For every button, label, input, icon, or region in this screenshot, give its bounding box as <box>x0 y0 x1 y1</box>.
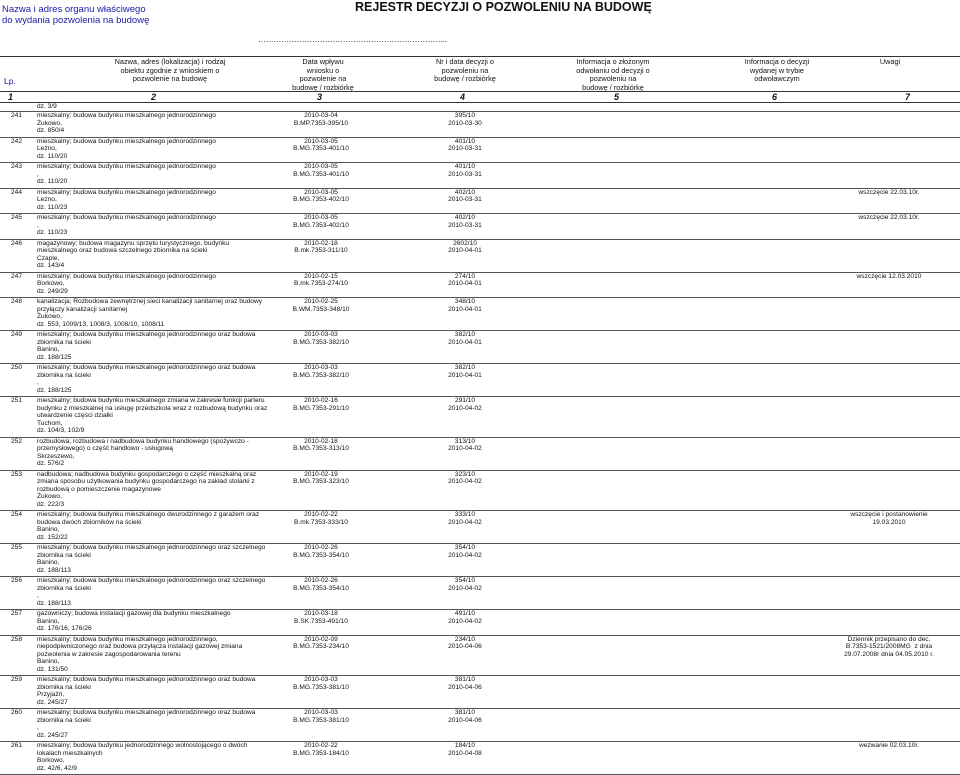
row-number: 247 <box>11 272 23 280</box>
object-description: Żukowo, <box>37 119 62 127</box>
object-description: gazowniczy; budowa instalacji gazowej dla budynku mieszkalnego <box>37 610 231 617</box>
object-description: przyłączy kanalizacji sanitarnej <box>37 305 128 313</box>
colnum-6: 6 <box>772 92 778 102</box>
column-header-name <box>95 58 245 84</box>
row-number: 246 <box>11 239 23 247</box>
page-title: REJESTR DECYZJI O POZWOLENIU NA BUDOWĘ <box>355 0 652 14</box>
decision-number: 2010-04-02 <box>448 518 482 526</box>
object-description: zbiornika na ścieki <box>37 683 91 691</box>
application-date: B.WM.7353-348/10 <box>292 305 350 313</box>
remarks: 29.07.2008r dnia 04.05.2010 r. <box>844 650 934 658</box>
application-date: 2010-03-05 <box>304 163 338 170</box>
object-description: Banino, <box>37 658 60 665</box>
row-number: 256 <box>11 577 23 584</box>
object-description: Banino, <box>37 617 60 625</box>
header-line: pozwolenie na <box>299 74 347 84</box>
application-date: B.mk.7353-311/10 <box>294 247 348 254</box>
object-description: dz. 249/29 <box>37 287 68 295</box>
object-description: dz. 110/23 <box>37 203 68 211</box>
row-number: 244 <box>11 188 23 196</box>
decision-number: 2010-04-02 <box>448 445 482 452</box>
row-number: 250 <box>11 364 23 371</box>
decision-number: 2010-04-06 <box>448 716 482 724</box>
header-line: budowę / rozbiórkę <box>292 82 354 92</box>
application-date: B.MG.7353-313/10 <box>293 445 349 452</box>
object-description: nadbudowa; nadbudowa budynku gospodarczego o część mieszkalną oraz <box>37 470 257 478</box>
row-number: 242 <box>11 137 23 145</box>
application-date: 2010-03-03 <box>304 364 338 371</box>
row-number: 245 <box>11 214 23 221</box>
colnum-3: 3 <box>317 92 323 102</box>
object-description: zbiornika na ścieki <box>37 584 91 592</box>
header-line: budowę / rozbiórkę <box>582 82 644 92</box>
remarks: wezwanie 02.03.10r. <box>858 742 920 749</box>
dotted-line: ……………………………………………………………….. <box>258 35 447 44</box>
object-description: , <box>37 379 39 386</box>
decision-number: 2010-03-31 <box>448 196 482 203</box>
application-date: B.MG.7353-382/10 <box>293 371 349 379</box>
table-row <box>0 438 960 471</box>
application-date: B.MG.7353-402/10 <box>293 221 349 229</box>
remarks: Dziennik przepisano do dec. <box>847 635 931 643</box>
decision-number: 274/10 <box>454 272 476 280</box>
application-date: 2010-02-25 <box>304 298 338 305</box>
row-number: 249 <box>11 331 23 338</box>
application-date: 2010-02-19 <box>304 470 338 478</box>
object-description: mieszkalny; budowa budynku mieszkalnego jednorodzinnego oraz budowa <box>37 709 256 716</box>
application-date: 2010-03-03 <box>304 709 338 716</box>
decision-number: 291/10 <box>454 397 476 404</box>
decision-number: 2010-04-01 <box>448 280 482 287</box>
table-row <box>0 577 960 610</box>
object-description: mieszkalny; budowa budynku mieszkalnego jednorodzinnego oraz budowa <box>37 676 256 683</box>
decision-number: 2010-04-06 <box>448 643 482 650</box>
table-row <box>0 610 960 636</box>
header-line: odwoławczym <box>754 74 800 84</box>
object-description: mieszkalny; budowa budynku mieszkalnego jednorodzinnego oraz budowa <box>37 331 256 338</box>
application-date: B.MG.7353-184/10 <box>293 749 349 757</box>
header-line: budowę / rozbiórkę <box>434 74 496 84</box>
column-header-lp: Lp. <box>4 76 16 86</box>
object-description: mieszkalnego oraz budowa szczelnego zbiornika na ścieki <box>37 247 208 254</box>
object-description: mieszkalny; budowa budynku mieszkalnego jednorodzinnego oraz szczelnego <box>37 577 266 584</box>
decision-number: 2010-04-02 <box>448 404 482 412</box>
object-description: , <box>37 221 39 229</box>
organ-line-1: Nazwa i adres organu właściwego <box>2 4 146 15</box>
object-description: zbiornika na ścieki <box>37 716 91 724</box>
object-description: dz. 188/125 <box>37 353 72 361</box>
header-line: odwołaniu od decyzji o <box>576 65 650 75</box>
column-header-appeal-decision <box>722 58 832 84</box>
row-number: 260 <box>11 709 23 716</box>
application-date: B.mk.7353-333/10 <box>294 518 348 526</box>
object-description: dz. 850/4 <box>37 127 65 134</box>
object-description: mieszkalny; budowa budynku mieszkalnego jednorodzinnego, <box>37 635 218 643</box>
application-date: B.mk.7353-274/10 <box>294 280 348 287</box>
object-description: dz. 245/27 <box>37 698 68 706</box>
decision-number: 491/10 <box>454 610 476 617</box>
object-description: mieszkalny; budowa budynku jednorodzinnego wolnostojącego o dwóch <box>37 742 248 749</box>
decision-number: 382/10 <box>454 331 476 338</box>
row-number: 243 <box>11 163 23 170</box>
table-row <box>0 298 960 331</box>
header-line: pozwoleniu na <box>589 74 637 84</box>
object-description: Borkowo, <box>37 280 65 287</box>
object-description: dz. 131/50 <box>37 665 68 673</box>
object-description: zmiana sposobu użytkowania budynku gospodarczego na zakład stolarki z <box>37 478 255 485</box>
application-date: B.MG.7353-234/10 <box>293 643 349 650</box>
decision-number: 2010-03-31 <box>448 145 482 152</box>
decision-number: 2010-04-02 <box>448 584 482 592</box>
table-row <box>0 742 960 775</box>
object-description: dz. 188/125 <box>37 386 72 394</box>
application-date: B.MG.7353-354/10 <box>293 584 349 592</box>
row-number: 252 <box>11 437 23 445</box>
table-row <box>0 138 960 164</box>
row-number: 257 <box>11 610 23 617</box>
row-number: 258 <box>11 635 23 643</box>
row-number: 255 <box>11 544 23 551</box>
object-description: dz. 110/20 <box>37 152 68 160</box>
colnum-2: 2 <box>151 92 157 102</box>
application-date: 2010-02-22 <box>304 511 338 518</box>
object-description: Czaple, <box>37 254 60 262</box>
decision-number: 381/10 <box>454 709 476 716</box>
decision-number: 2010-04-08 <box>448 749 482 757</box>
object-description: Banino, <box>37 526 60 533</box>
object-description: dz. 245/27 <box>37 731 68 739</box>
decision-number: 2010-04-01 <box>448 338 482 346</box>
object-description: mieszkalny; budowa budynku mieszkalnego jednorodzinnego <box>37 188 216 196</box>
object-description: Żukowo, <box>37 493 62 500</box>
object-description: dz. 553, 1009/13, 1008/3, 1008/10, 1008/11 <box>37 320 165 328</box>
object-description: dz. 110/20 <box>37 178 68 185</box>
decision-number: 313/10 <box>454 437 476 445</box>
object-description: , <box>37 592 39 599</box>
header-line: wydanej w trybie <box>750 65 804 75</box>
table-row <box>0 544 960 577</box>
object-description: mieszkalny; budowa budynku mieszkalnego jednorodzinnego oraz szczelnego <box>37 544 266 551</box>
object-description: dz. 42/6, 42/9 <box>37 764 77 772</box>
decision-number: 2010-04-02 <box>448 551 482 559</box>
table-row <box>0 709 960 742</box>
table-row <box>0 163 960 189</box>
object-description: budynku z mieszkalnej na usługę przedszkola wraz z rozbudową budynku oraz <box>37 404 268 412</box>
application-date: 2010-03-18 <box>304 610 338 617</box>
decision-number: 401/10 <box>454 163 476 170</box>
object-description: Borkowo, <box>37 757 65 764</box>
decision-number: 402/10 <box>454 188 476 196</box>
application-date: 2010-02-09 <box>304 635 338 643</box>
remarks: B.7353-1521/2008MG z dnia <box>845 643 933 650</box>
object-description: , <box>37 724 39 731</box>
table-row <box>0 112 960 138</box>
object-description: zbiornika na ścieki <box>37 551 91 559</box>
decision-number: 354/10 <box>454 544 476 551</box>
object-description: Banino, <box>37 346 60 353</box>
object-description: dz. 104/3, 102/9 <box>37 427 85 434</box>
application-date: B.MG.7353-402/10 <box>293 196 349 203</box>
object-description: dz. 143/4 <box>37 262 65 269</box>
application-date: 2010-02-26 <box>304 544 338 551</box>
object-description: przemysłowego) o część handlowo - usługową <box>37 445 173 452</box>
object-description: budowa dwóch zbiorników na ścieki <box>37 518 142 526</box>
application-date: B.MG.7353-382/10 <box>293 338 349 346</box>
table-row <box>0 397 960 438</box>
object-description: Żukowo, <box>37 313 62 320</box>
application-date: B.SK.7353-491/10 <box>294 617 348 625</box>
organ-line-2: do wydania pozwolenia na budowę <box>2 15 150 26</box>
decision-number: 348/10 <box>454 298 476 305</box>
application-date: 2010-02-18 <box>304 437 338 445</box>
organ-address <box>2 4 149 26</box>
decision-number: 354/10 <box>454 577 476 584</box>
row-number: 261 <box>11 742 23 749</box>
object-description: dz. 152/22 <box>37 533 68 541</box>
remarks: wszczęcie 22.03.10r. <box>858 214 920 221</box>
decision-number: 401/10 <box>454 137 476 145</box>
object-description: dz. 222/3 <box>37 500 65 508</box>
colnum-1: 1 <box>8 92 14 102</box>
colnum-5: 5 <box>614 92 620 102</box>
object-description: dz. 188/113 <box>37 599 71 607</box>
remarks: wszczęcie 22.03.10r. <box>858 188 920 196</box>
object-description: dz. 188/113 <box>37 566 71 574</box>
row-number: 241 <box>11 112 23 119</box>
decision-number: 402/10 <box>454 214 476 221</box>
decision-number: 382/10 <box>454 364 476 371</box>
decision-number: 333/10 <box>454 511 476 518</box>
object-description: mieszkalny; budowa budynku mieszkalnego jednorodzinnego <box>37 163 216 170</box>
decision-number: 2010-04-01 <box>448 371 482 379</box>
header-line: Informacja o złożonym <box>576 57 650 66</box>
row-number: 248 <box>11 298 23 305</box>
object-description: Leżno, <box>37 196 57 203</box>
application-date: 2010-02-26 <box>304 577 338 584</box>
application-date: 2010-03-05 <box>304 137 338 145</box>
application-date: 2010-03-04 <box>304 112 338 119</box>
object-description: kanalizacja; Rozbudowa zewnętrznej sieci kanalizacji sanitarnej oraz budowy <box>37 298 263 305</box>
header-line: Data wpływu <box>302 57 344 66</box>
application-date: B.MP.7353-395/10 <box>293 119 349 127</box>
table-row <box>0 331 960 364</box>
row-number: 253 <box>11 470 23 478</box>
object-description: mieszkalny; budowa budynku mieszkalnego jednorodzinnego <box>37 272 216 280</box>
column-header-decision <box>415 58 515 84</box>
table-row <box>0 214 960 240</box>
remarks: wszczęcie i postanowienie <box>850 511 928 518</box>
decision-number: 2010-03-31 <box>448 170 482 178</box>
application-date: 2010-03-03 <box>304 331 338 338</box>
decision-number: 2602/10 <box>453 239 477 247</box>
row-number: 251 <box>11 397 23 404</box>
object-description: dz. 110/23 <box>37 229 68 236</box>
decision-number: 234/10 <box>454 635 476 643</box>
object-description: magazynowy; budowa magazynu sprzętu turystycznego, budynku <box>37 239 230 247</box>
decision-number: 2010-04-02 <box>448 478 482 485</box>
application-date: 2010-02-15 <box>304 272 338 280</box>
header-line: obiektu zgodnie z wnioskiem o <box>120 65 220 75</box>
object-description: Skrzeszewo, <box>37 452 75 460</box>
column-header-appeal <box>553 58 673 92</box>
object-description: niepodpiwniczonego oraz budowa przyłącza instalacji gazowej zmiana <box>37 643 243 650</box>
object-description: mieszkalny; budowa budynku mieszkalnego jednorodzinnego <box>37 137 216 145</box>
row-number: 254 <box>11 511 23 518</box>
table-row <box>0 511 960 544</box>
application-date: B.MG.7353-354/10 <box>293 551 349 559</box>
table-row <box>0 364 960 397</box>
object-description: , <box>37 170 39 178</box>
remarks: wszczęcie 12.03.2010 <box>856 272 922 280</box>
object-description: mieszkalny; budowa budynku mieszkalnego jednorodzinnego <box>37 214 216 221</box>
header-line: Informacja o decyzji <box>744 57 810 66</box>
object-description: mieszkalny; budowa budynku mieszkalnego jednorodzinnego <box>37 112 216 119</box>
object-description: zbiornika na ścieki <box>37 338 91 346</box>
application-date: B.MG.7353-381/10 <box>293 683 349 691</box>
table-row <box>0 240 960 273</box>
decision-number: 2010-03-31 <box>448 221 482 229</box>
application-date: B.MG.7353-401/10 <box>293 145 349 152</box>
object-description: rozbudową o pomieszczenie magazynowe <box>37 485 161 493</box>
object-description: dz. 576/2 <box>37 460 65 467</box>
header-line: Nazwa, adres (lokalizacja) i rodzaj <box>114 57 226 66</box>
object-description: mieszkalny; budowa budynku mieszkalnego dwurodzinnego z garażem oraz <box>37 511 260 518</box>
table-row <box>0 471 960 512</box>
colnum-7: 7 <box>905 92 911 102</box>
application-date: 2010-02-18 <box>304 239 338 247</box>
application-date: B.MG.7353-401/10 <box>293 170 349 178</box>
decision-number: 2010-04-02 <box>448 617 482 625</box>
object-description: Leżno, <box>37 145 57 152</box>
decision-number: 2010-04-06 <box>448 683 482 691</box>
header-line: wniosku o <box>306 65 340 75</box>
application-date: B.MG.7353-291/10 <box>293 404 349 412</box>
object-description: mieszkalny; budowa budynku mieszkalnego zmiana w zakresie funkcji parteru <box>37 397 265 404</box>
column-header-remarks: Uwagi <box>879 57 901 66</box>
table-body <box>0 103 960 775</box>
object-description: Przyjaźń, <box>37 691 65 698</box>
application-date: B.MG.7353-381/10 <box>293 716 349 724</box>
table-row <box>0 189 960 215</box>
object-description: utwardzenie części działki <box>37 412 113 419</box>
colnum-4: 4 <box>460 92 466 102</box>
decision-number: 323/10 <box>454 470 476 478</box>
decision-number: 2010-04-01 <box>448 305 482 313</box>
object-description: Banino, <box>37 559 60 566</box>
object-description: lokalach mieszkalnych <box>37 749 103 757</box>
decision-number: 2010-04-01 <box>448 247 482 254</box>
decision-number: 2010-03-30 <box>448 119 482 127</box>
table-row <box>0 636 960 677</box>
object-description: rozbudowa; rozbudowa i nadbudowa budynku handlowego (spożywczo - <box>37 437 249 445</box>
object-description: zbiornika na ścieki <box>37 371 91 379</box>
object-description: Tuchom, <box>37 419 63 427</box>
table-row <box>0 676 960 709</box>
header-line: pozwoleniu na <box>441 65 489 75</box>
row-number: 259 <box>11 676 23 683</box>
application-date: 2010-03-05 <box>304 214 338 221</box>
header-line: Nr i data decyzji o <box>436 57 494 66</box>
table-row <box>0 273 960 299</box>
remarks: 19.03.2010 <box>872 518 906 526</box>
object-description: mieszkalny; budowa budynku mieszkalnego jednorodzinnego oraz budowa <box>37 364 256 371</box>
decision-number: 184/10 <box>454 742 476 749</box>
decision-number: 395/10 <box>454 112 476 119</box>
column-header-date <box>273 58 373 92</box>
application-date: 2010-02-22 <box>304 742 338 749</box>
application-date: 2010-03-03 <box>304 676 338 683</box>
object-description: dz. 176/16, 176/26 <box>37 625 92 632</box>
object-description: pozwolenia w zakresie zagospodarowania terenu <box>37 650 181 658</box>
application-date: 2010-02-16 <box>304 397 338 404</box>
header-line: pozwolenie na budowę <box>132 74 208 84</box>
application-date: 2010-03-05 <box>304 188 338 196</box>
application-date: B.MG.7353-323/10 <box>293 478 349 485</box>
continued-row: dz. 3/9 <box>0 103 960 112</box>
decision-number: 381/10 <box>454 676 476 683</box>
